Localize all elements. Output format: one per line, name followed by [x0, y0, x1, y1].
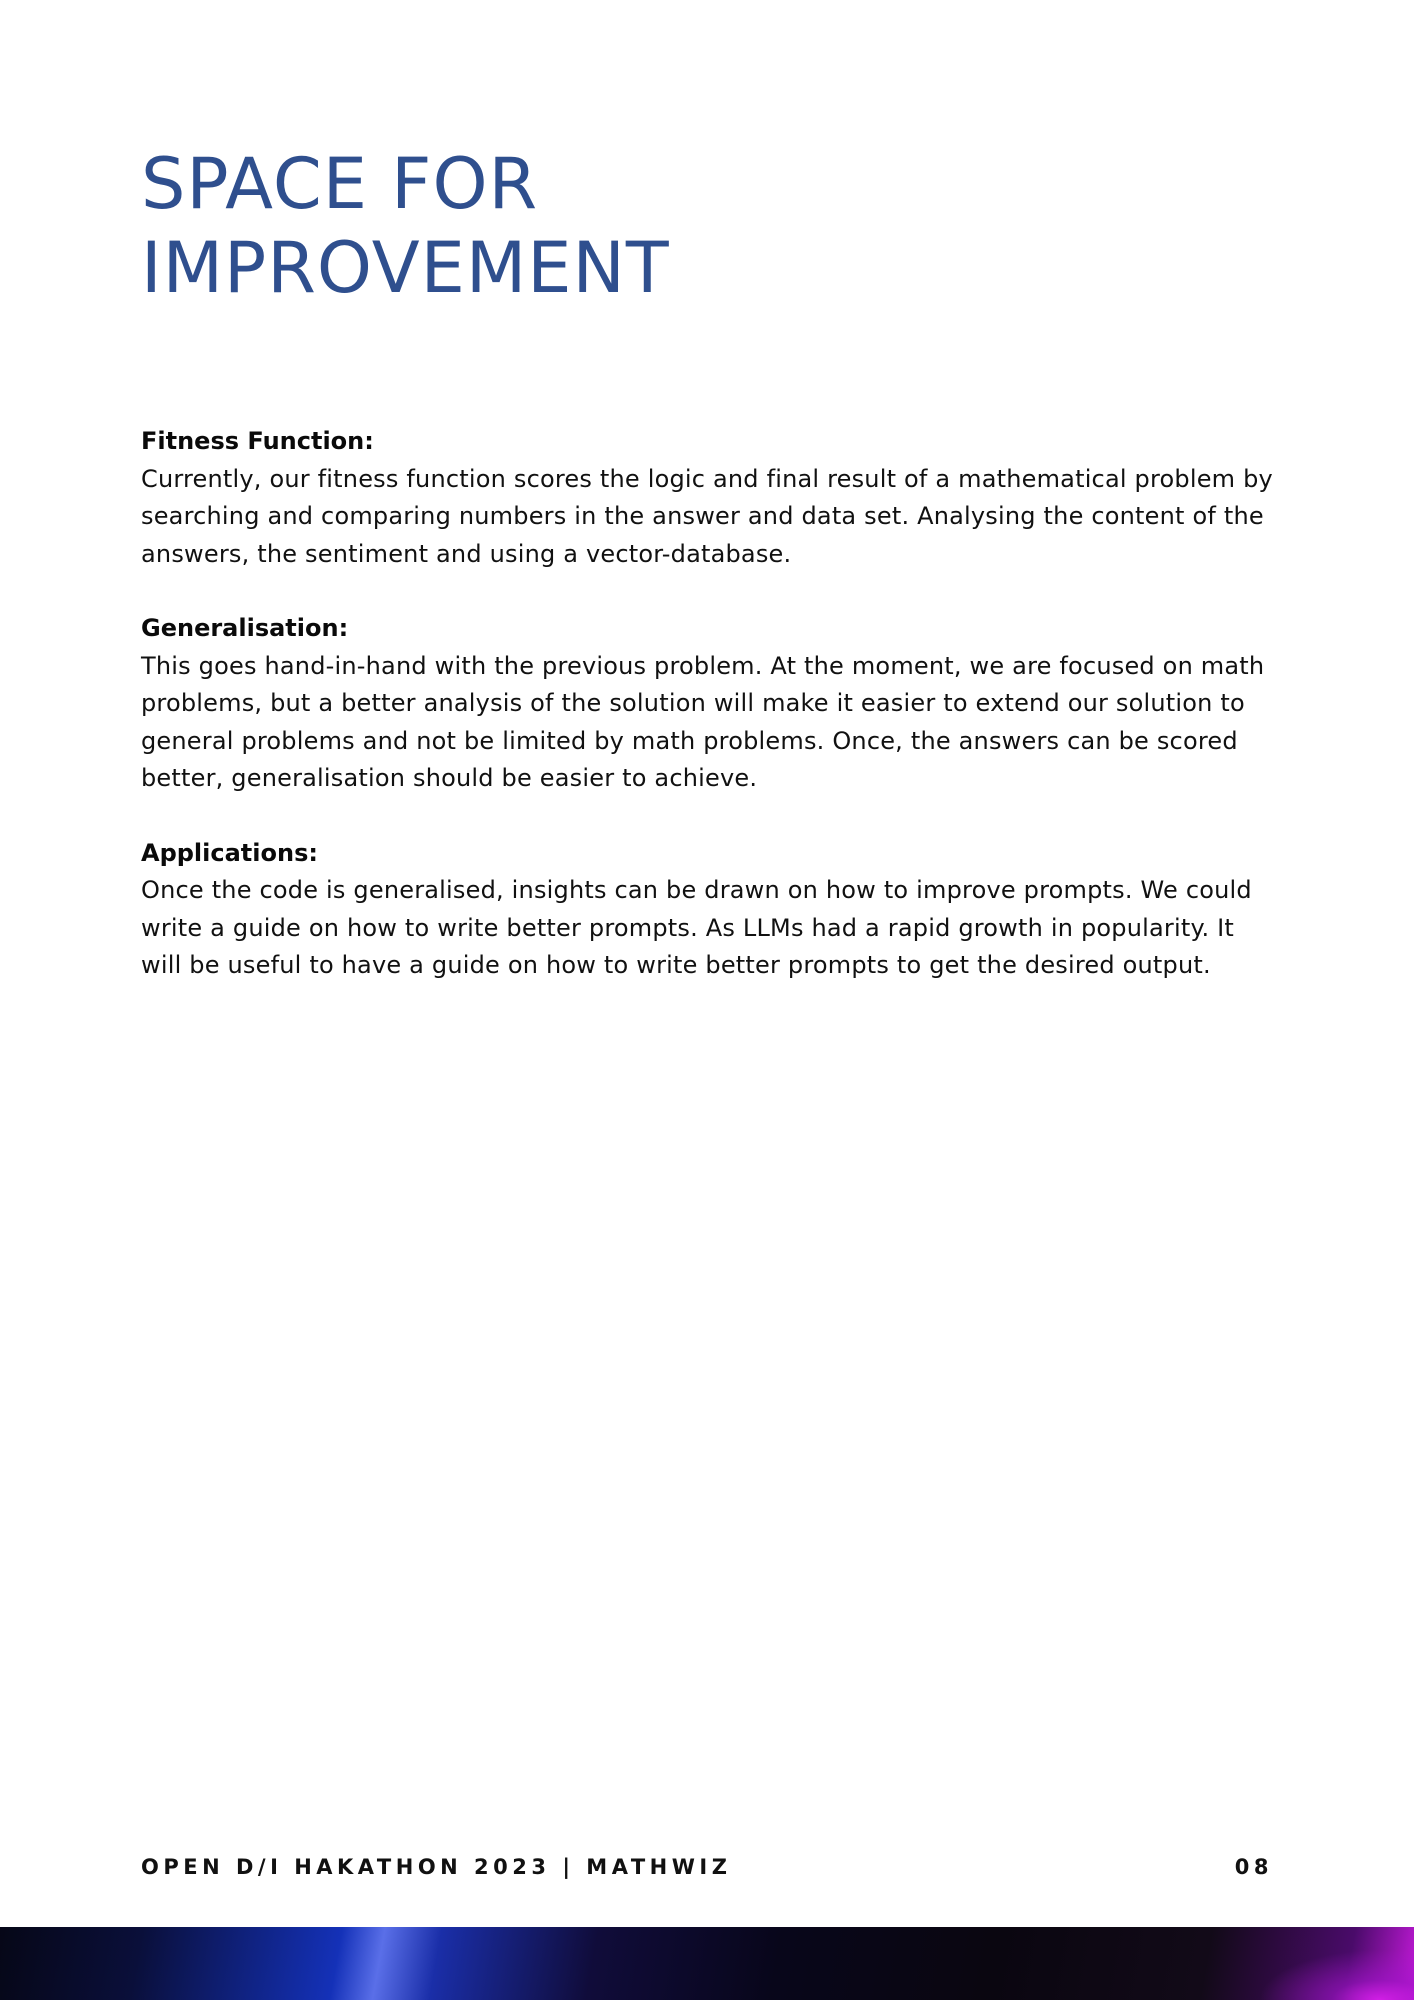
section-fitness-function: [141, 423, 1281, 573]
page-footer: [141, 1855, 1273, 1879]
content-body: [141, 423, 1281, 1022]
section-heading: Applications:: [141, 838, 318, 867]
page-title-line-1: SPACE FOR: [141, 143, 539, 225]
section-heading: Generalisation:: [141, 614, 349, 642]
section-generalisation: [141, 610, 1281, 798]
section-applications: [141, 835, 1281, 985]
section-paragraph: Once the code is generalised, insights can be drawn on how to improve prompts. We could write a guide on how to write better prompts. As LLMs had a rapid growth in popularity. It will be useful to have a guide on how to write better prompts to get the desired output.: [141, 876, 1252, 979]
section-paragraph: Currently, our fitness function scores the logic and final result of a mathematical problem by searching and comparing numbers in the answer and data set. Analysing the content of the answers, the sentiment and using a vector-database.: [141, 464, 1273, 568]
page-title-line-2: IMPROVEMENT: [141, 227, 670, 309]
page-title: [141, 142, 670, 310]
footer-label: OPEN D/I HAKATHON 2023 | MATHWIZ: [141, 1855, 732, 1879]
decorative-gradient-band: [0, 1927, 1414, 2000]
page-number: 08: [1234, 1855, 1273, 1879]
section-paragraph: This goes hand-in-hand with the previous problem. At the moment, we are focused on math problems, but a better analysis of the solution will make it easier to extend our solution to general problems and not be limited by math problems. Once, the answers can be scored better, generalisation should be easier to achieve.: [141, 651, 1265, 792]
section-heading: Fitness Function:: [141, 427, 374, 455]
